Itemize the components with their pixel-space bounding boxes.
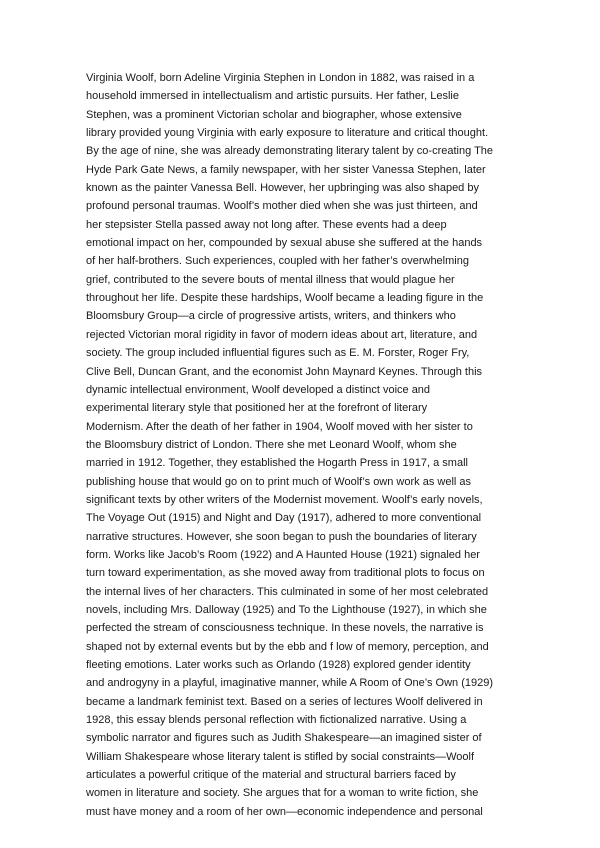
text-line: symbolic narrator and figures such as Judith Shakespeare—an imagined sister of [86,732,482,745]
text-line: Virginia Woolf, born Adeline Virginia Stephen in London in 1882, was raised in a [86,72,475,84]
text-line: 1928, this essay blends personal reflection with fictionalized narrative. Using a [86,714,467,727]
body-paragraph [86,69,526,821]
text-line: Hyde Park Gate News, a family newspaper, with her sister Vanessa Stephen, later [86,163,486,176]
text-line: throughout her life. Despite these hardships, Woolf became a leading figure in the [86,292,484,305]
text-line: the Bloomsbury district of London. There she met Leonard Woolf, whom she [86,438,457,451]
text-line: The Voyage Out (1915) and Night and Day (1917), adhered to more conventional [86,512,482,525]
text-line: articulates a powerful critique of the material and structural barriers faced by [86,769,456,782]
text-line: society. The group included influential figures such as E. M. Forster, Roger Fry, [86,347,470,360]
text-line: women in literature and society. She argues that for a woman to write fiction, she [86,787,479,800]
text-line: shaped not by external events but by the ebb and f low of memory, perception, and [86,640,489,653]
text-line: William Shakespeare whose literary talent is stifled by social constraints—Woolf [86,750,475,763]
text-line: rejected Victorian moral rigidity in favor of modern ideas about art, literature, and [86,328,478,341]
text-line: household immersed in intellectualism and artistic pursuits. Her father, Leslie [86,90,459,103]
text-line: library provided young Virginia with early exposure to literature and critical thought. [86,127,489,140]
text-line: fleeting emotions. Later works such as Orlando (1928) explored gender identity [86,659,471,671]
text-line: emotional impact on her, compounded by sexual abuse she suffered at the hands [86,237,483,250]
text-line: grief, contributed to the severe bouts of mental illness that would plague her [86,273,455,286]
text-line: and androgyny in a playful, imaginative manner, while A Room of One’s Own (1929) [86,677,494,690]
text-line: the internal lives of her characters. This culminated in some of her most celebrated [86,585,489,598]
text-line: turn toward experimentation, as she moved away from traditional plots to focus on [86,567,485,580]
text-line: profound personal traumas. Woolf’s mother died when she was just thirteen, and [86,200,478,213]
text-line: experimental literary style that positioned her at the forefront of literary [86,402,428,415]
text-line: Modernism. After the death of her father in 1904, Woolf moved with her sister to [86,420,473,433]
text-line: novels, including Mrs. Dalloway (1925) and To the Lighthouse (1927), in which she [86,603,487,616]
text-line: perfected the stream of consciousness technique. In these novels, the narrative is [86,622,484,635]
text-line: By the age of nine, she was already demonstrating literary talent by co-creating The [86,145,494,158]
text-line: became a landmark feminist text. Based on a series of lectures Woolf delivered in [86,695,483,708]
text-line: dynamic intellectual environment, Woolf developed a distinct voice and [86,383,431,396]
text-line: her stepsister Stella passed away not long after. These events had a deep [86,218,447,231]
text-line: known as the painter Vanessa Bell. However, her upbringing was also shaped by [86,182,479,195]
text-line: of her half-brothers. Such experiences, coupled with her father’s overwhelming [86,255,469,268]
text-line: significant texts by other writers of the Modernist movement. Woolf’s early novels, [86,493,483,506]
text-line: Bloomsbury Group—a circle of progressive artists, writers, and thinkers who [86,310,456,323]
text-line: form. Works like Jacob’s Room (1922) and A Haunted House (1921) signaled her [86,548,480,561]
text-line: narrative structures. However, she soon began to push the boundaries of literary [86,530,477,543]
text-line: Stephen, was a prominent Victorian scholar and biographer, whose extensive [86,108,462,121]
text-line: publishing house that would go on to print much of Woolf’s own work as well as [86,475,472,488]
text-line: married in 1912. Together, they established the Hogarth Press in 1917, a small [86,457,468,470]
text-line: Clive Bell, Duncan Grant, and the economist John Maynard Keynes. Through this [86,365,483,378]
text-line: must have money and a room of her own—economic independence and personal [86,805,483,818]
